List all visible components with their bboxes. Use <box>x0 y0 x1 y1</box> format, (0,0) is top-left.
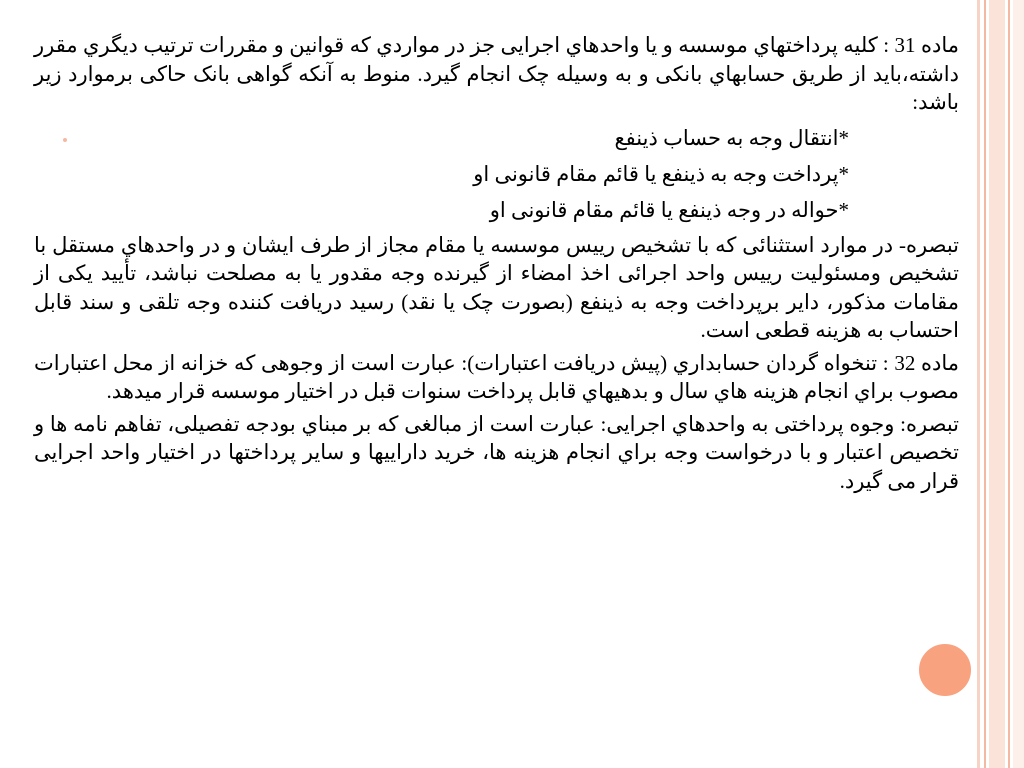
decorative-band <box>977 0 980 768</box>
decorative-band <box>1013 0 1024 768</box>
decorative-band <box>984 0 986 768</box>
decorative-band <box>1008 0 1010 768</box>
bullet-item: *حواله در وجه ذينفع يا قائم مقام قانونی او <box>489 197 849 222</box>
article-31-paragraph: ماده 31 : كليه پرداختهاي موسسه و يا واحدهاي اجرايی جز در مواردي كه قوانين و مقررات ترتيب ديگري مقرر داشته،بايد از طريق حسابهاي بانکی و به وسيله چک انجام گيرد. منوط به آنکه گواهی بانک حاکی برموارد زير باشد: <box>34 33 959 114</box>
article-32-paragraph: ماده 32 : تنخواه گردان حسابداري (پيش دريافت اعتبارات): عبارت است از وجوهی که خزانه از محل اعتبارات مصوب براي انجام هزينه هاي سال و بدهيهاي قابل پرداخت سنوات قبل در اختيار موسسه قرار ميدهد. <box>34 350 959 403</box>
bullet-item: *پرداخت وجه به ذينفع يا قائم مقام قانونی او <box>473 161 849 186</box>
slide-body <box>34 31 959 498</box>
bullet-list <box>34 121 959 227</box>
bullet-item: *انتقال وجه به حساب ذينفع <box>614 125 849 150</box>
decorative-circle <box>916 641 974 699</box>
note-32-paragraph: تبصره: وجوه پرداختی به واحدهاي اجرايی: عبارت است از مبالغی که بر مبناي بودجه تفصيلی، تفاهم نامه ها و تخصيص اعتبار و با درخواست وجه براي انجام هزينه ها، خريد داراييها و ساير پرداختها در اختيار واحد اجرايی قرار می گيرد. <box>34 411 959 493</box>
decorative-band <box>989 0 1005 768</box>
note-31-paragraph: تبصره- در موارد استثنائی که با تشخيص رييس موسسه يا مقام مجاز از طرف ايشان و در واحدهاي مستقل با تشخيص ومسئوليت رييس واحد اجرائی اخذ امضاء از گيرنده وجه مقدور يا به مصلحت نباشد، تأييد يکی از مقامات مذکور، داير برپرداخت وجه به ذينفع (بصورت چک يا نقد) رسيد دريافت کننده وجه تلقی و سند قابل احتساب به هزينه قطعی است. <box>34 232 959 342</box>
